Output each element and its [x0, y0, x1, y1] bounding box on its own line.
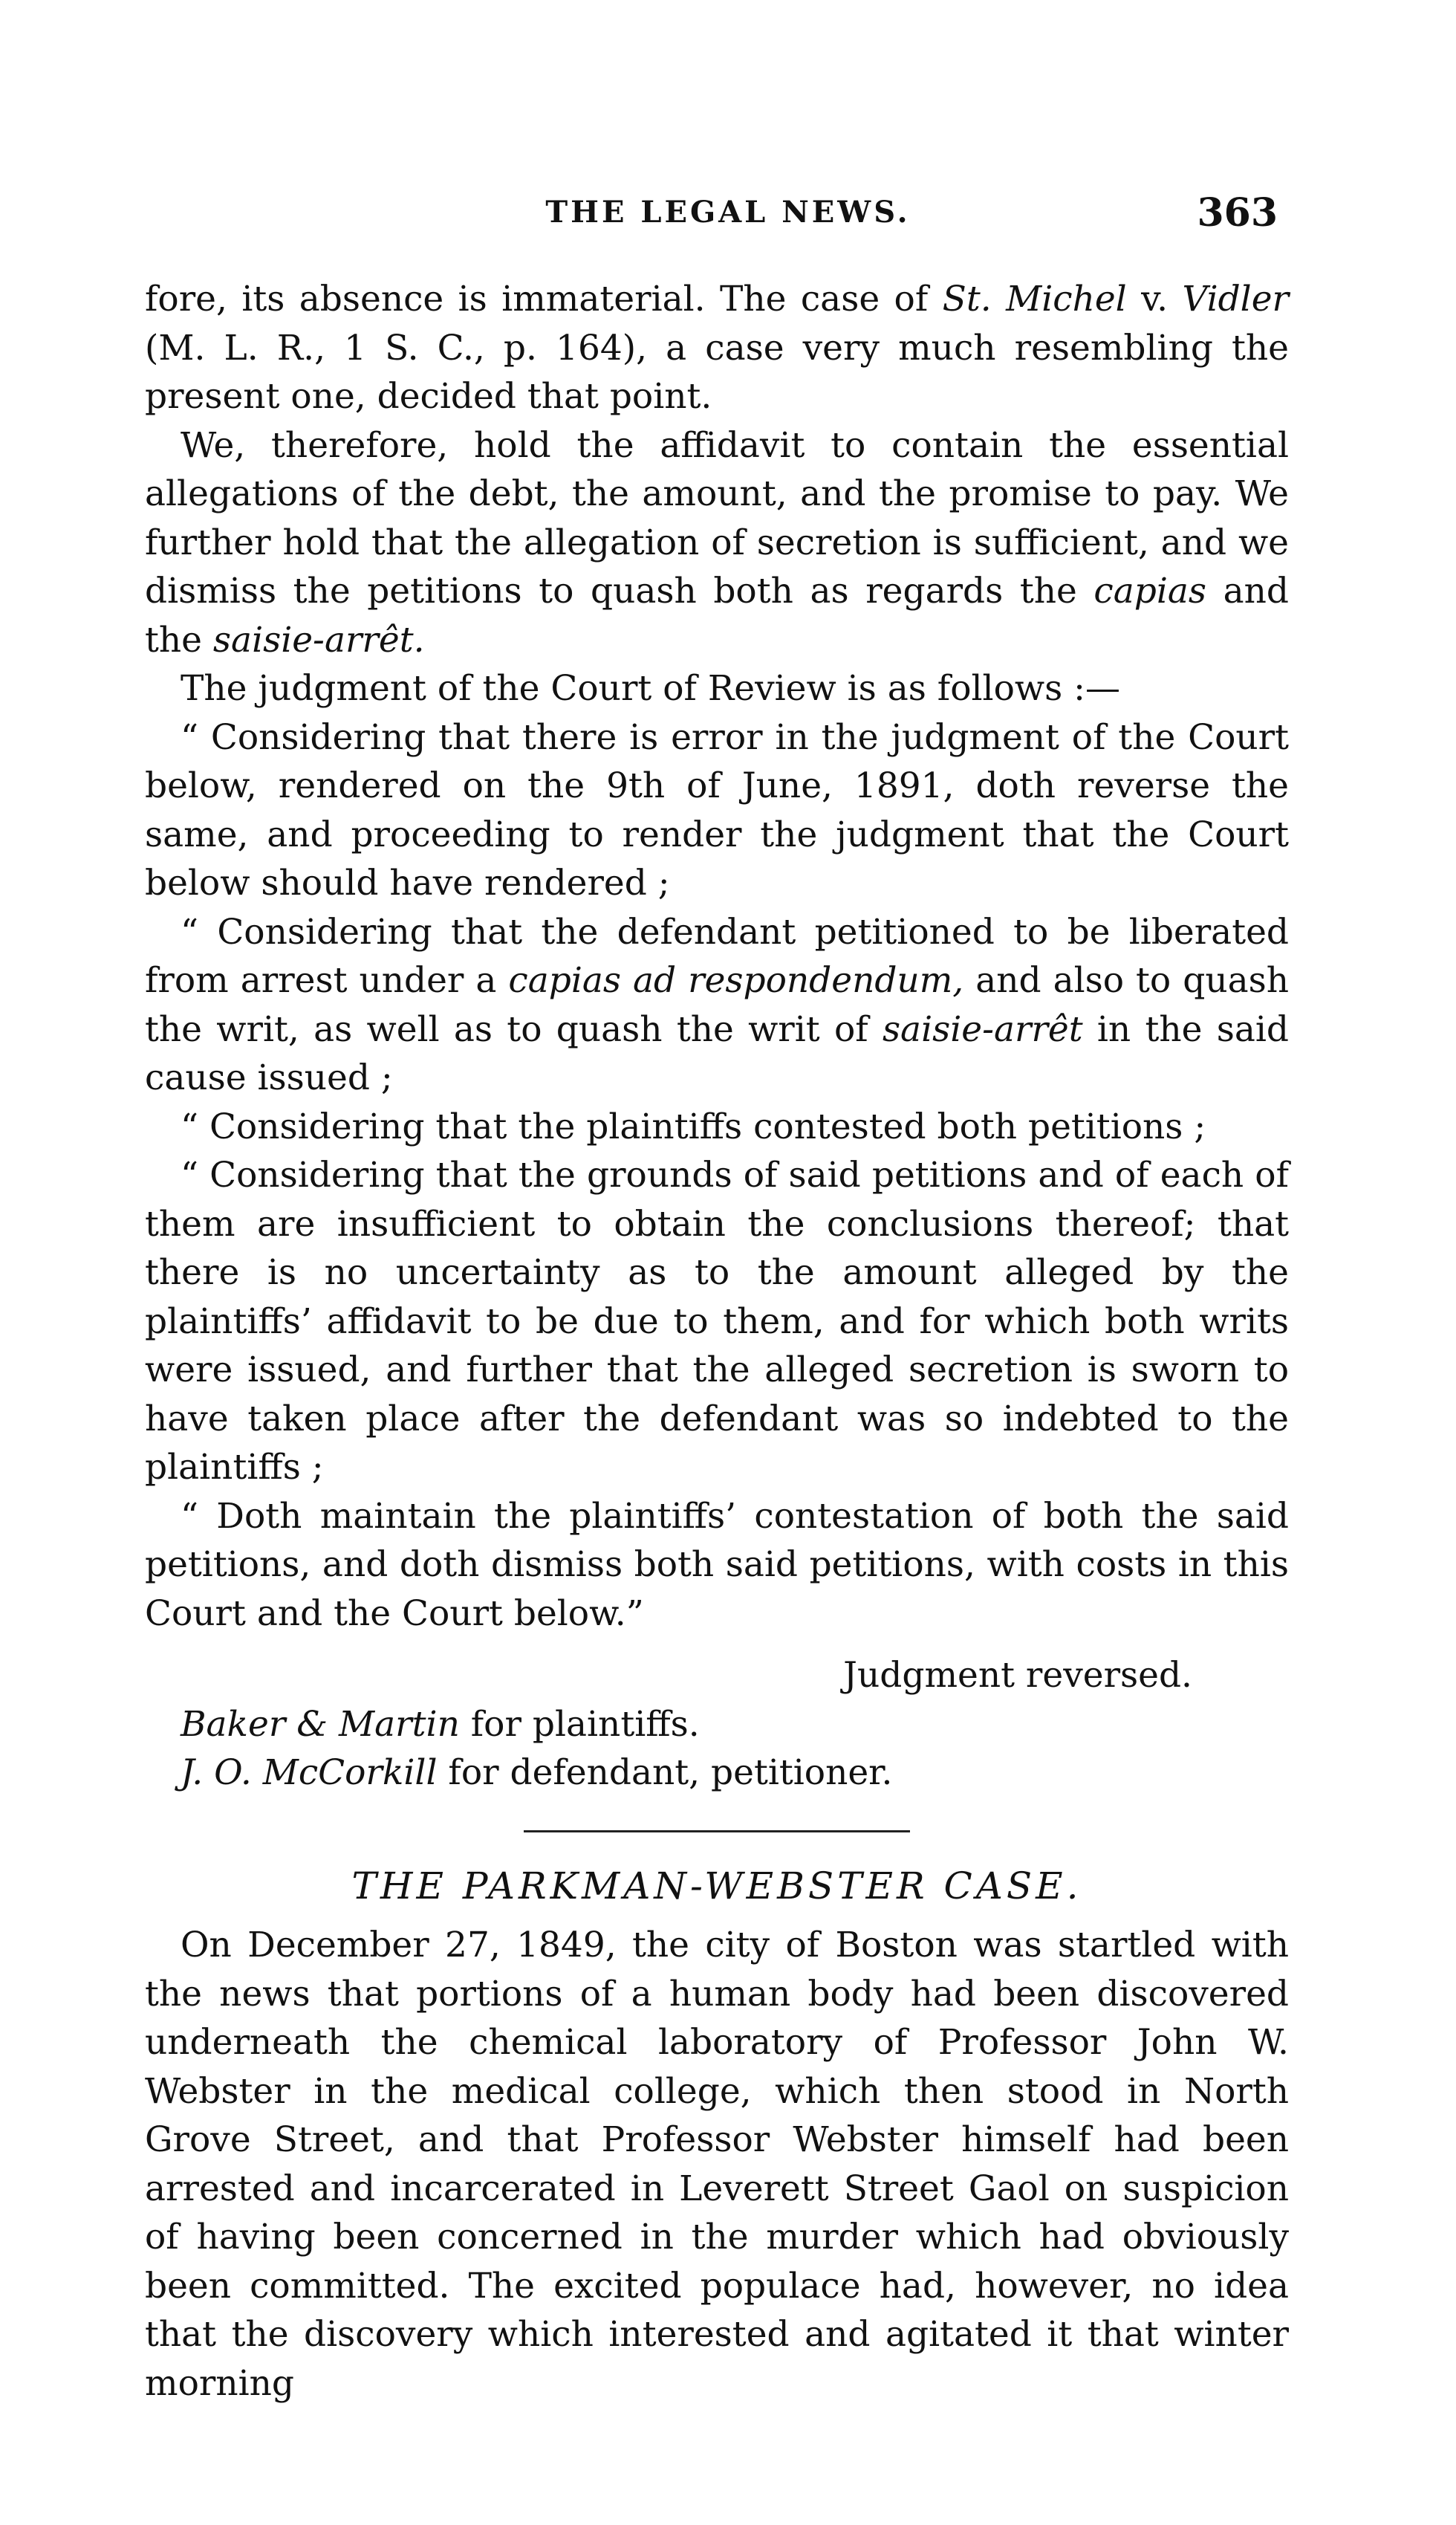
paragraph-continuation — [145, 275, 1289, 421]
paragraph-considering-3: “ Considering that the plaintiffs contested both petitions ; — [181, 1106, 1206, 1147]
section-divider — [524, 1830, 910, 1832]
text-run: (M. L. R., 1 S. C., p. 164), a case very much resembling the present one, decided that point. — [145, 327, 1289, 417]
counsel-name: Baker & Martin — [181, 1703, 460, 1745]
latin-term: capias — [1093, 571, 1207, 612]
counsel-name: J. O. McCorkill — [181, 1752, 438, 1793]
counsel-role: for plaintiffs. — [459, 1703, 700, 1745]
paragraph-judgment-intro: The judgment of the Court of Review is as follows :— — [181, 668, 1120, 709]
paragraph-holding — [145, 421, 1289, 665]
paragraph-considering-1: “ Considering that there is error in the judgment of the Court below, rendered on the 9th of June, 1891, doth reverse the same, and proceeding to render the judgment that the Court below should have rendered ; — [145, 716, 1289, 904]
case-party-name: Vidler — [1182, 279, 1290, 320]
page-number: 363 — [1197, 190, 1278, 236]
paragraph-considering-4: “ Considering that the grounds of said petitions and of each of them are insufficient to obtain the conclusions thereof; that there is no uncertainty as to the amount alleged by the plaintiffs’ affidavit to be due to them, and for which both writs were issued, and further that the alleged secretion is sworn to have taken place after the defendant was so indebted to the plaintiffs ; — [145, 1155, 1289, 1488]
running-head: THE LEGAL NEWS. — [545, 195, 911, 230]
body-text — [145, 275, 1289, 2408]
text-run: v. — [1126, 279, 1183, 320]
text-run: fore, its absence is immaterial. The case of — [145, 279, 943, 320]
case-party-name: St. Michel — [942, 279, 1127, 320]
paragraph-considering-2 — [145, 908, 1289, 1103]
page-header — [178, 190, 1278, 247]
latin-term: saisie-arrêt — [882, 1008, 1083, 1050]
paragraph-decree: “ Doth maintain the plaintiffs’ contestation of both the said petitions, and doth dismiss both said petitions, with costs in this Court and the Court below.” — [145, 1495, 1289, 1634]
text-run: “ Considering that the defendant petitioned to be liberated from arrest under a — [145, 911, 1289, 1001]
latin-term: capias ad respondendum, — [508, 960, 964, 1001]
text-run: and also to quash the writ, as well as to quash the writ of — [145, 960, 1289, 1050]
section-title: THE PARKMAN-WEBSTER CASE. — [351, 1864, 1082, 1907]
counsel-defendant — [145, 1748, 1289, 1798]
paragraph-parkman-webster: On December 27, 1849, the city of Boston was startled with the news that portions of a human body had been discovered underneath the chemical laboratory of Professor John W. Webster in the medical college, which then stood in North Grove Street, and that Professor Webster himself had been arrested and incarcerated in Leverett Street Gaol on suspicion of having been concerned in the murder which had obviously been committed. The excited populace had, however, no idea that the discovery which interested and agitated it that winter morning — [145, 1925, 1289, 2404]
text-run: in the said cause issued ; — [145, 1008, 1289, 1098]
text-run: We, therefore, hold the affidavit to contain the essential allegations of the debt, the amount, and the promise to pay. We further hold that the allegation of secretion is sufficient, and we dismiss the petitions to quash both as regards the — [145, 424, 1289, 612]
counsel-role: for defendant, petitioner. — [437, 1752, 893, 1793]
counsel-plaintiffs — [145, 1700, 1289, 1749]
latin-term: saisie-arrêt. — [212, 619, 425, 661]
text-run: and the — [145, 571, 1289, 661]
judgment-line: Judgment reversed. — [843, 1655, 1192, 1696]
